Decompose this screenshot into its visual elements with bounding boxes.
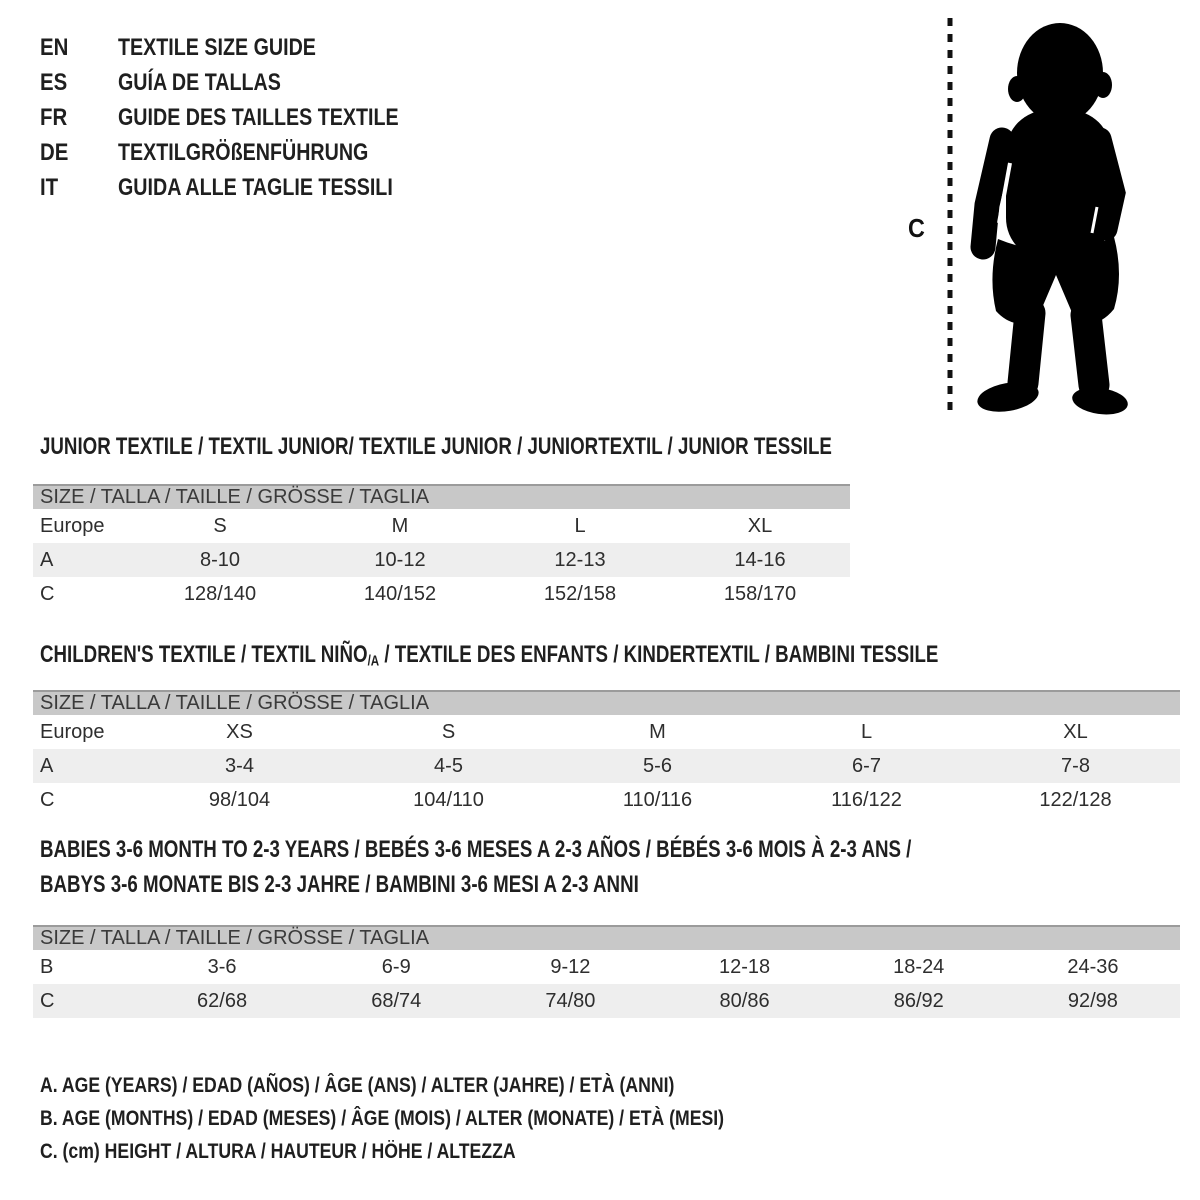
cell: 152/158: [543, 582, 617, 605]
cell: 80/86: [719, 989, 770, 1012]
table-row-height: [33, 984, 1180, 1018]
cell: 6-9: [381, 955, 411, 978]
cell: L: [574, 514, 586, 537]
cell: XL: [747, 514, 773, 537]
row-label: C: [40, 582, 55, 605]
table-row-europe: [33, 715, 1180, 749]
cell: 8-10: [199, 548, 241, 571]
cell: 12-13: [554, 548, 606, 571]
size-header-bar: SIZE / TALLA / TAILLE / GRÖSSE / TAGLIA: [33, 690, 1180, 715]
title-subscript: /A: [367, 653, 380, 670]
cell: 68/74: [371, 989, 422, 1012]
cell: S: [441, 720, 456, 743]
row-label: Europe: [40, 514, 105, 537]
lang-code: IT: [40, 173, 59, 201]
cell: 98/104: [208, 788, 271, 811]
cell: 104/110: [413, 788, 484, 811]
children-size-table: [33, 690, 1180, 817]
cell: 110/116: [622, 788, 693, 811]
cell: XL: [1063, 720, 1088, 743]
row-label: B: [40, 955, 54, 978]
cell: 92/98: [1067, 989, 1118, 1012]
lang-row-de: [40, 135, 460, 170]
cell: 86/92: [893, 989, 944, 1012]
babies-section-title-line2: BABYS 3-6 MONATE BIS 2-3 JAHRE / BAMBINI 3-6 MESI A 2-3 ANNI: [40, 871, 639, 898]
lang-title: GUIDE DES TAILLES TEXTILE: [118, 103, 399, 131]
cell: 74/80: [545, 989, 596, 1012]
lang-code: EN: [40, 33, 69, 61]
table-row-height: [33, 783, 1180, 817]
cell: 7-8: [1061, 754, 1090, 777]
cell: 24-36: [1067, 955, 1119, 978]
lang-code: FR: [40, 103, 68, 131]
row-label: A: [40, 754, 54, 777]
junior-section-title: JUNIOR TEXTILE / TEXTIL JUNIOR/ TEXTILE JUNIOR / JUNIORTEXTIL / JUNIOR TESSILE: [40, 433, 832, 460]
cell: 3-4: [225, 754, 254, 777]
size-header-bar: SIZE / TALLA / TAILLE / GRÖSSE / TAGLIA: [33, 484, 850, 509]
babies-size-table: [33, 925, 1180, 1018]
row-label: C: [40, 989, 55, 1012]
babies-section-title-line1: BABIES 3-6 MONTH TO 2-3 YEARS / BEBÉS 3-6 MESES A 2-3 AÑOS / BÉBÉS 3-6 MOIS À 2-3 ANS /: [40, 836, 912, 863]
cell: 4-5: [434, 754, 463, 777]
legend-line-b: B. AGE (MONTHS) / EDAD (MESES) / ÂGE (MOIS) / ALTER (MONATE) / ETÀ (MESI): [40, 1106, 725, 1130]
cell: XS: [226, 720, 253, 743]
junior-size-table: [33, 484, 850, 611]
lang-row-es: [40, 65, 460, 100]
lang-row-fr: [40, 100, 460, 135]
cell: L: [860, 720, 873, 743]
cell: 12-18: [719, 955, 771, 978]
cell: 3-6: [207, 955, 237, 978]
lang-row-it: [40, 170, 460, 205]
cell: 116/122: [831, 788, 902, 811]
lang-code: ES: [40, 68, 68, 96]
cell: 5-6: [643, 754, 672, 777]
lang-title: GUIDA ALLE TAGLIE TESSILI: [118, 173, 393, 201]
cell: 18-24: [893, 955, 945, 978]
cell: M: [391, 514, 409, 537]
toddler-silhouette-icon: [975, 23, 1129, 418]
cell: 128/140: [183, 582, 257, 605]
cell: M: [649, 720, 666, 743]
lang-title: GUÍA DE TALLAS: [118, 68, 281, 96]
cell: 140/152: [363, 582, 437, 605]
row-label: Europe: [40, 720, 105, 743]
table-row-height: [33, 577, 850, 611]
row-label: A: [40, 548, 54, 571]
lang-code: DE: [40, 138, 69, 166]
children-section-title: CHILDREN'S TEXTILE / TEXTIL NIÑO/A / TEXTILE DES ENFANTS / KINDERTEXTIL / BAMBINI TESSILE: [40, 641, 939, 670]
cell: 122/128: [1039, 788, 1112, 811]
lang-title: TEXTILE SIZE GUIDE: [118, 33, 316, 61]
table-row-europe: [33, 509, 850, 543]
legend-line-c: C. (cm) HEIGHT / ALTURA / HAUTEUR / HÖHE / ALTEZZA: [40, 1139, 516, 1163]
legend-line-a: A. AGE (YEARS) / EDAD (AÑOS) / ÂGE (ANS) / ALTER (JAHRE) / ETÀ (ANNI): [40, 1073, 675, 1097]
table-row-age: [33, 749, 1180, 783]
cell: 6-7: [852, 754, 881, 777]
language-header: [40, 30, 460, 205]
table-row-age: [33, 543, 850, 577]
cell: 14-16: [734, 548, 786, 571]
height-measure-label: C: [908, 213, 925, 243]
cell: 10-12: [374, 548, 426, 571]
toddler-silhouette-figure: [893, 8, 1153, 420]
lang-row-en: [40, 30, 460, 65]
cell: S: [213, 514, 227, 537]
cell: 62/68: [197, 989, 248, 1012]
lang-title: TEXTILGRÖßENFÜHRUNG: [118, 138, 369, 166]
size-header-bar: SIZE / TALLA / TAILLE / GRÖSSE / TAGLIA: [33, 925, 1180, 950]
measurement-legend: [40, 1069, 854, 1168]
cell: 158/170: [723, 582, 797, 605]
table-row-age-months: [33, 950, 1180, 984]
row-label: C: [40, 788, 55, 811]
cell: 9-12: [550, 955, 591, 978]
